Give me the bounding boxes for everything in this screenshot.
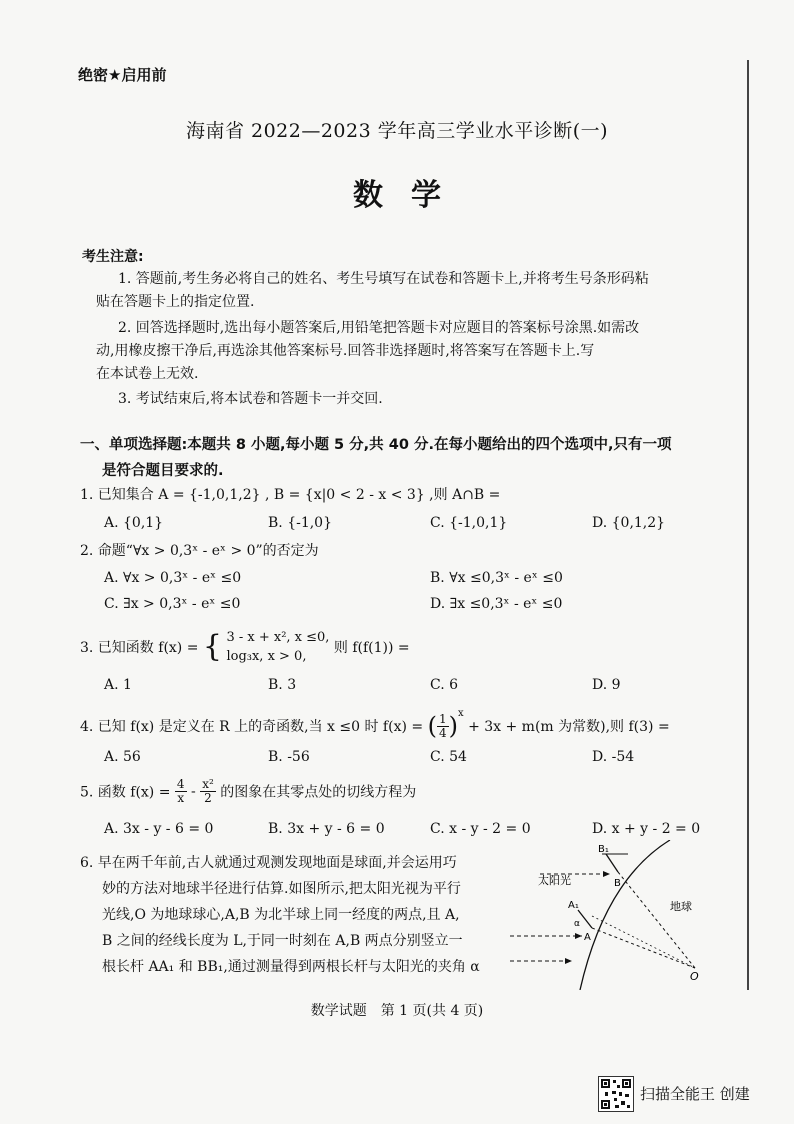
pole-aa1 bbox=[578, 910, 592, 928]
q4-option-d: D. -54 bbox=[592, 749, 635, 765]
label-sunlight: 太阳光 bbox=[538, 874, 571, 887]
q2-option-b: B. ∀x ≤0,3ˣ - eˣ ≤0 bbox=[430, 570, 563, 586]
q5-frac2-den: 2 bbox=[204, 791, 212, 805]
sunlight-arrow-upper bbox=[603, 871, 610, 877]
earth-surface-arc bbox=[580, 840, 670, 990]
q3-option-b: B. 3 bbox=[268, 677, 297, 693]
q4-paren-close: ) bbox=[448, 712, 458, 740]
notice-line: 动,用橡皮擦干净后,再选涂其他答案标号.回答非选择题时,将答案写在答题卡上.写 bbox=[96, 343, 595, 359]
confidential-label: 绝密★启用前 bbox=[78, 66, 167, 84]
page-footer: 数学试题 第 1 页(共 4 页) bbox=[310, 1003, 484, 1019]
piecewise-case-1: 3 - x + x², x ≤0, bbox=[226, 630, 330, 645]
q5-fraction-2 bbox=[200, 778, 216, 805]
q5-frac1-num: 4 bbox=[176, 777, 185, 791]
q2-option-a: A. ∀x > 0,3ˣ - eˣ ≤0 bbox=[104, 570, 242, 586]
q4-paren-open: ( bbox=[427, 712, 437, 740]
q2-option-c: C. ∃x > 0,3ˣ - eˣ ≤0 bbox=[104, 596, 241, 612]
label-o: O bbox=[690, 970, 699, 983]
question-5-stem bbox=[80, 778, 416, 805]
q5-frac2-num: x² bbox=[202, 777, 214, 791]
label-b1: B₁ bbox=[598, 844, 609, 855]
q4-frac-den: 4 bbox=[438, 725, 447, 740]
q4-prefix: 4. 已知 f(x) 是定义在 R 上的奇函数,当 x ≤0 时 f(x) = bbox=[80, 719, 424, 735]
label-earth: 地球 bbox=[670, 900, 692, 913]
q5-option-b: B. 3x + y - 6 = 0 bbox=[268, 821, 385, 837]
q6-line: 6. 早在两千年前,古人就通过观测发现地面是球面,并会运用巧 bbox=[80, 855, 457, 871]
q1-option-a: A. {0,1} bbox=[104, 515, 164, 531]
question-6-stem bbox=[80, 850, 480, 980]
q4-frac-num: 1 bbox=[438, 711, 447, 726]
subject-title: 数学 bbox=[353, 178, 469, 213]
question-4-stem bbox=[80, 708, 670, 740]
margin-rule bbox=[747, 60, 749, 990]
shadow-line bbox=[592, 916, 695, 968]
q3-option-a: A. 1 bbox=[104, 677, 132, 693]
q1-option-c: C. {-1,0,1} bbox=[430, 515, 508, 531]
q5-option-c: C. x - y - 2 = 0 bbox=[430, 821, 531, 837]
notice-line: 1. 答题前,考生务必将自己的姓名、考生号填写在试卷和答题卡上,并将考生号条形码粘 bbox=[118, 271, 649, 287]
notice-heading: 考生注意: bbox=[82, 249, 144, 265]
q4-exponent: x bbox=[457, 708, 464, 719]
q3-suffix: 则 f(f(1)) = bbox=[333, 640, 410, 656]
label-a1: A₁ bbox=[568, 900, 579, 911]
pole-bb1 bbox=[606, 854, 618, 872]
notice-line: 在本试卷上无效. bbox=[96, 366, 199, 382]
q4-option-c: C. 54 bbox=[430, 749, 467, 765]
q5-fraction-1 bbox=[175, 778, 187, 805]
label-alpha: α bbox=[574, 919, 580, 929]
piecewise-case-2: log₃x, x > 0, bbox=[226, 649, 307, 664]
q6-line: 根长杆 AA₁ 和 BB₁,通过测量得到两根长杆与太阳光的夹角 α bbox=[102, 959, 480, 975]
qr-pattern-icon bbox=[599, 1077, 633, 1111]
q5-minus: - bbox=[191, 783, 196, 800]
qr-code-icon bbox=[598, 1076, 634, 1112]
q2-option-d: D. ∃x ≤0,3ˣ - eˣ ≤0 bbox=[430, 596, 563, 612]
q1-option-d: D. {0,1,2} bbox=[592, 515, 666, 531]
notice-line: 贴在答题卡上的指定位置. bbox=[96, 294, 255, 310]
piecewise-cases bbox=[226, 628, 329, 666]
question-3-stem bbox=[80, 628, 410, 666]
q4-option-b: B. -56 bbox=[268, 749, 310, 765]
q6-line: 光线,O 为地球球心,A,B 为北半球上同一经度的两点,且 A, bbox=[102, 907, 460, 923]
notice-line: 3. 考试结束后,将本试卷和答题卡一并交回. bbox=[118, 391, 383, 407]
q5-suffix: 的图象在其零点处的切线方程为 bbox=[220, 784, 417, 801]
question-1-stem: 1. 已知集合 A = {-1,0,1,2} , B = {x|0 < 2 - x < 3} ,则 A∩B = bbox=[80, 487, 501, 503]
radius-ob bbox=[618, 872, 695, 968]
exam-title: 海南省 2022—2023 学年高三学业水平诊断(一) bbox=[185, 120, 609, 142]
q5-prefix: 5. 函数 f(x) = bbox=[80, 784, 171, 801]
section-heading-line: 一、单项选择题:本题共 8 小题,每小题 5 分,共 40 分.在每小题给出的四个选项中,只有一项 bbox=[80, 437, 672, 453]
piecewise-brace: { bbox=[202, 629, 222, 664]
q4-option-a: A. 56 bbox=[104, 749, 141, 765]
q6-line: 妙的方法对地球半径进行估算.如图所示,把太阳光视为平行 bbox=[102, 881, 461, 897]
q5-frac1-den: x bbox=[177, 791, 185, 805]
section-heading-line: 是符合题目要求的. bbox=[102, 463, 224, 479]
scanner-watermark: 扫描全能王 创建 bbox=[640, 1085, 750, 1103]
q3-prefix: 3. 已知函数 f(x) = bbox=[80, 640, 199, 656]
q4-fraction bbox=[437, 713, 449, 740]
label-a: A bbox=[584, 932, 591, 943]
label-b: B bbox=[614, 878, 621, 889]
q1-option-b: B. {-1,0} bbox=[268, 515, 332, 531]
sunlight-arrow-bottom bbox=[565, 958, 572, 964]
q5-option-d: D. x + y - 2 = 0 bbox=[592, 821, 701, 837]
q6-line: B 之间的经线长度为 L,于同一时刻在 A,B 两点分别竖立一 bbox=[102, 933, 463, 949]
earth-sunlight-figure bbox=[510, 840, 740, 990]
question-2-stem: 2. 命题“∀x > 0,3ˣ - eˣ > 0”的否定为 bbox=[80, 543, 319, 559]
sunlight-arrow-lower bbox=[575, 933, 582, 939]
q4-suffix: + 3x + m(m 为常数),则 f(3) = bbox=[468, 719, 670, 735]
q3-option-c: C. 6 bbox=[430, 677, 459, 693]
q5-option-a: A. 3x - y - 6 = 0 bbox=[104, 821, 214, 837]
notice-line: 2. 回答选择题时,选出每小题答案后,用铅笔把答题卡对应题目的答案标号涂黑.如需改 bbox=[118, 320, 640, 336]
section-heading bbox=[80, 432, 671, 484]
q3-option-d: D. 9 bbox=[592, 677, 621, 693]
